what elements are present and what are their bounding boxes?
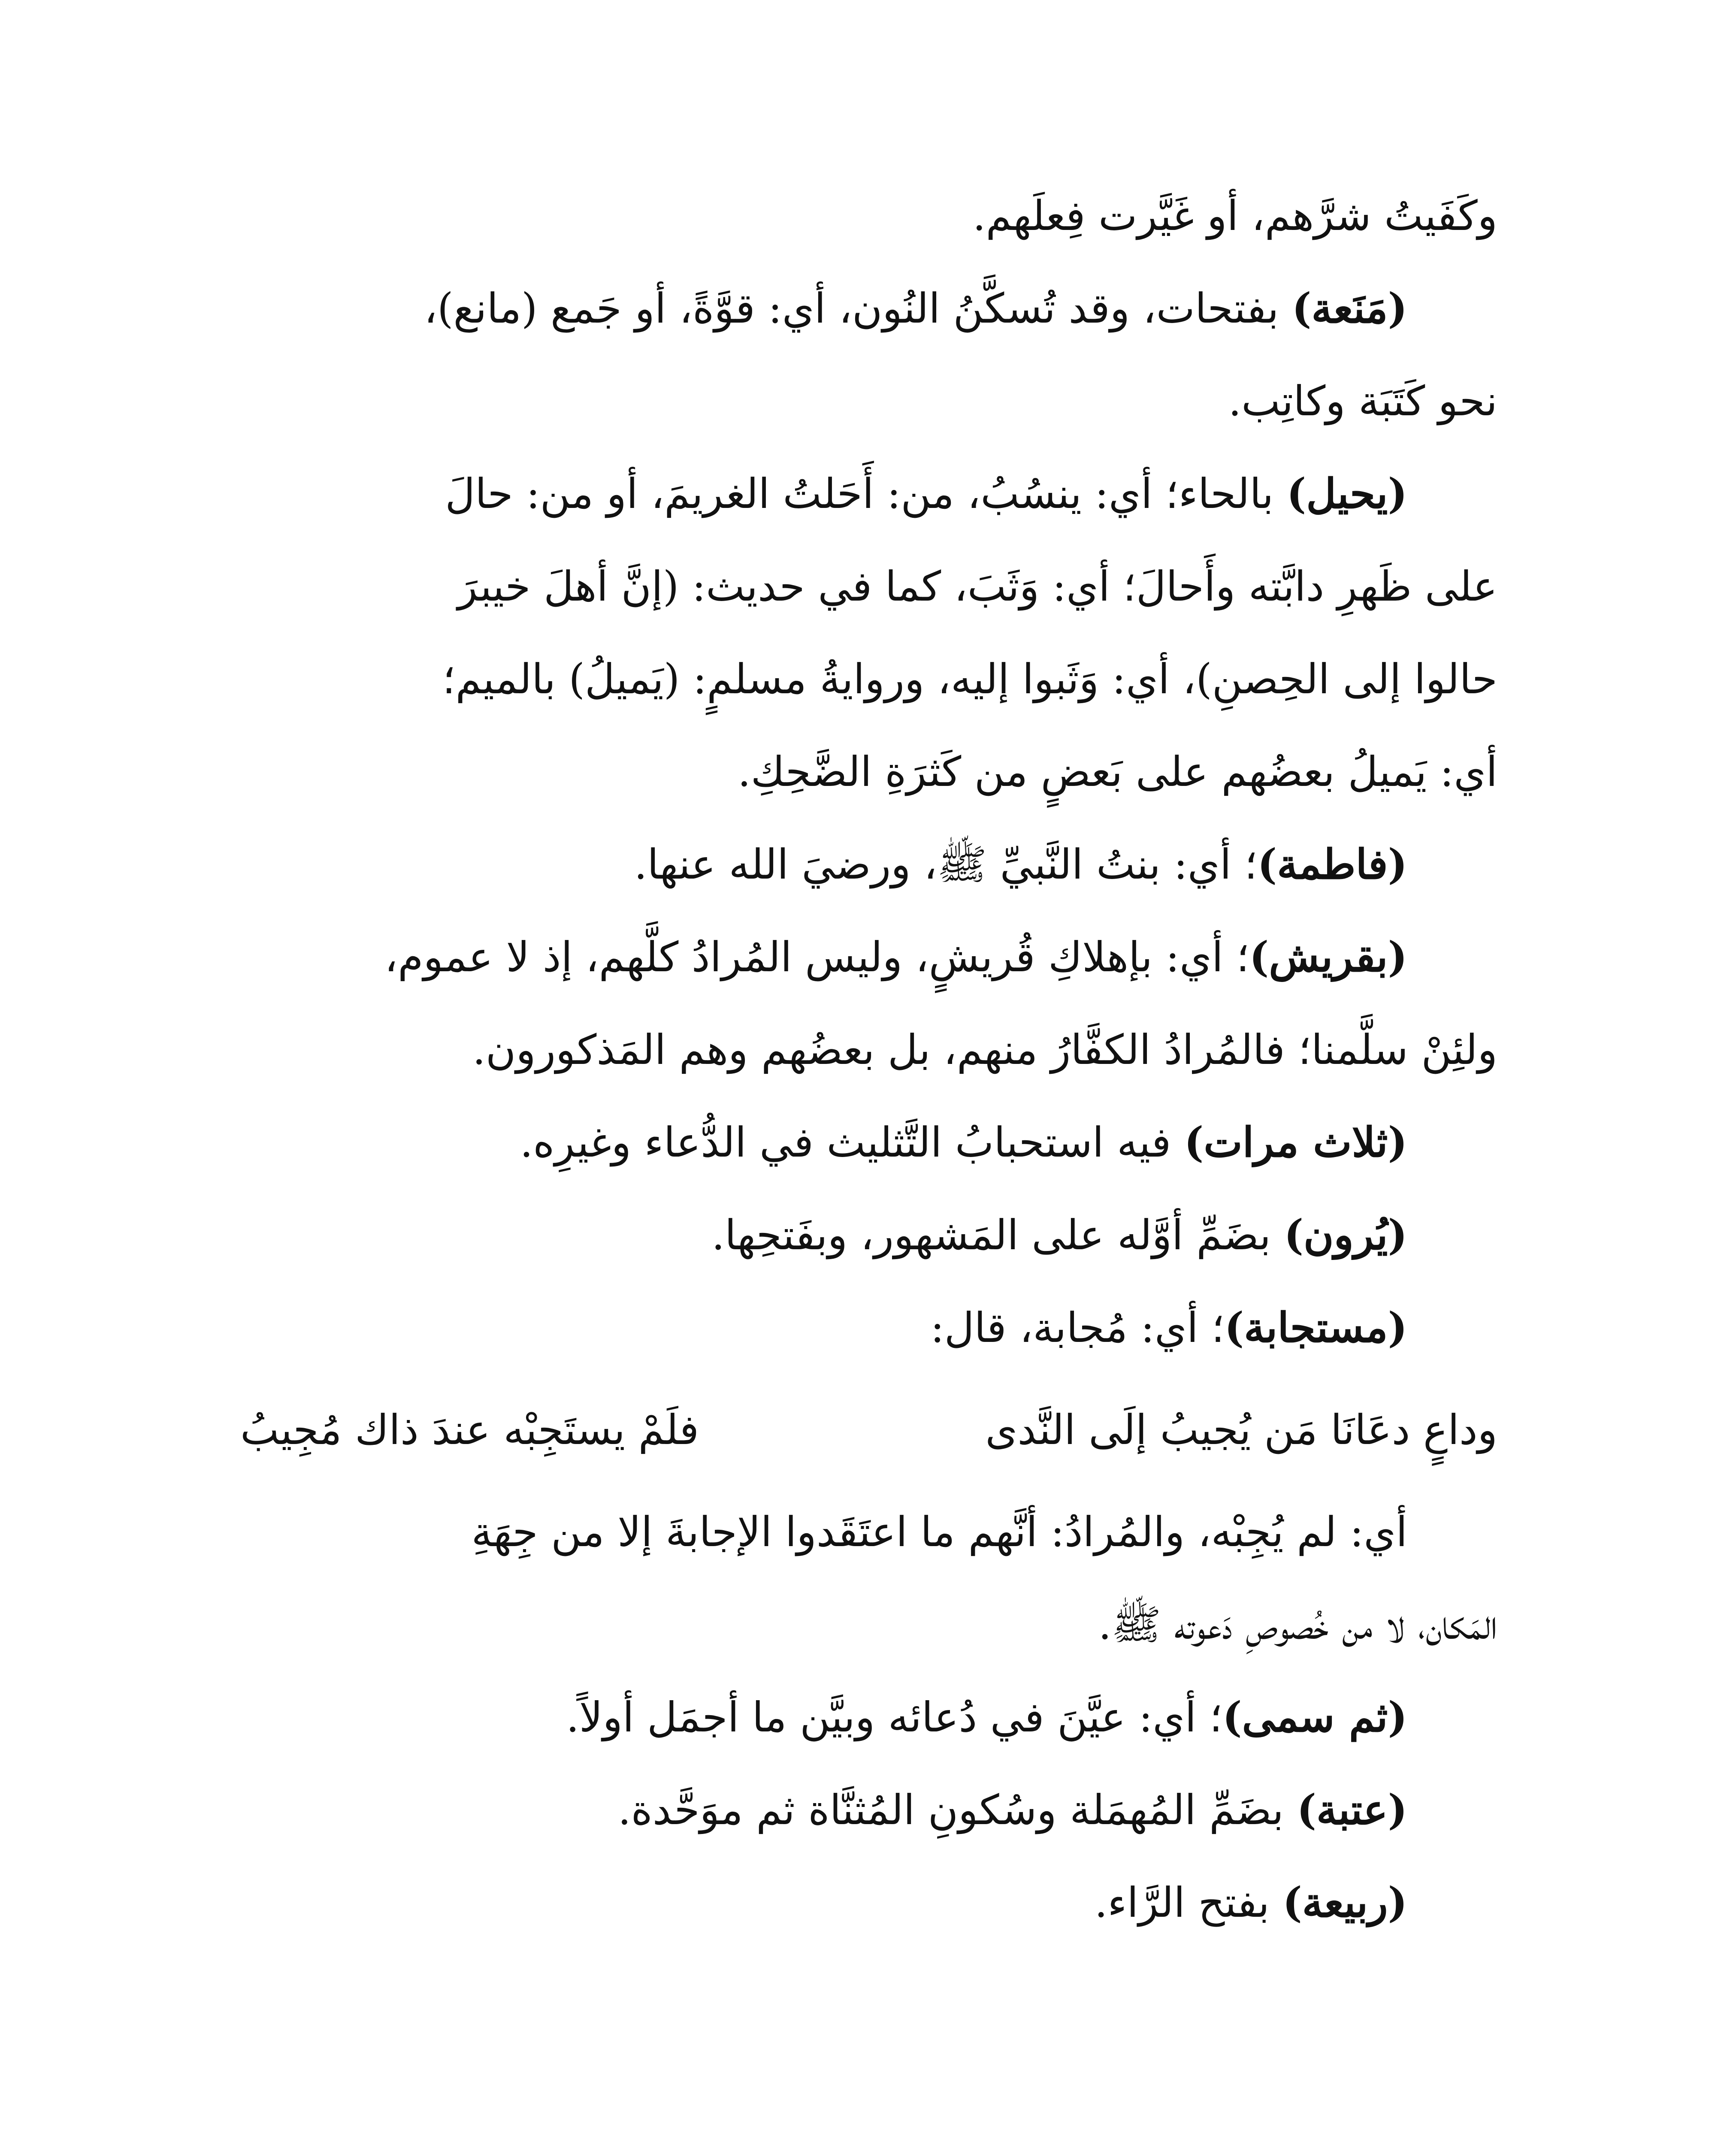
headword: (ثم سمى) [1222,1693,1407,1741]
line-text: المَكان، لا من خُصوصِ دَعوته ﷺ. [1098,1601,1497,1649]
verse-first-hemistich: وداعٍ دعَانَا مَن يُجيبُ إلَى النَّدى [985,1406,1497,1454]
text-line [240,1764,1497,1856]
line-text: ؛ أي: مُجابة، قال: [930,1304,1225,1352]
line-text: حالوا إلى الحِصنِ)، أي: وَثَبوا إليه، وروايةُ مسلمٍ: (يَميلُ) بالميم؛ [442,655,1497,703]
headword: (عتبة) [1297,1785,1407,1834]
text-line [240,1671,1497,1764]
line-text: أي: لم يُجِبْه، والمُرادُ: أنَّهم ما اعتَقَدوا الإجابةَ إلا من جِهَةِ [471,1508,1407,1556]
line-text: بفتح الرَّاء. [1094,1879,1283,1927]
headword: (بقريش) [1249,933,1407,981]
text-line [240,1486,1497,1578]
text-line [240,169,1497,262]
line-text: على ظَهرِ دابَّته وأَحالَ؛ أي: وَثَبَ، كما في حديث: (إنَّ أهلَ خيبرَ [457,562,1497,610]
poetry-verse [240,1374,1497,1486]
headword: (فاطمة) [1257,840,1407,888]
line-text: وكَفَيتُ شرَّهم، أو غَيَّرت فِعلَهم. [972,192,1497,240]
line-text: بفتحات، وقد تُسكَّنُ النُون، أي: قوَّةً، أو جَمع (مانع)، [424,284,1292,332]
line-text: بالحاء؛ أي: ينسُبُ، من: أَحَلتُ الغريمَ، أو من: حالَ [445,470,1287,518]
line-text: أي: يَميلُ بعضُهم على بَعضٍ من كَثرَةِ الضَّحِكِ. [738,748,1497,796]
verse-second-hemistich: فلَمْ يستَجِبْه عندَ ذاك مُجِيبُ [240,1406,699,1454]
text-line [240,818,1497,911]
text-line [240,1189,1497,1281]
headword: (مَنَعة) [1291,284,1407,332]
headword: (يحيل) [1286,469,1407,518]
headword: (ربيعة) [1282,1878,1407,1927]
line-text: فيه استحبابُ التَّثليث في الدُّعاء وغيرِه. [520,1118,1184,1166]
text-line [240,1003,1497,1096]
line-text: بضَمِّ أوَّله على المَشهور، وبفَتحِها. [711,1211,1284,1259]
text-line [240,1578,1497,1671]
line-text: ؛ أي: بإهلاكِ قُريشٍ، وليس المُرادُ كلَّهم، إذ لا عموم، [384,933,1249,981]
text-line [240,540,1497,633]
line-text: بضَمِّ المُهمَلة وسُكونِ المُثنَّاة ثم موَحَّدة. [618,1786,1297,1834]
text-line [240,355,1497,447]
line-text: نحو كَتَبَة وكاتِب. [1228,377,1497,425]
text-line [240,447,1497,540]
headword: (ثلاث مرات) [1184,1118,1407,1166]
text-line [240,1281,1497,1374]
text-line [240,633,1497,725]
line-text: ولئِنْ سلَّمنا؛ فالمُرادُ الكفَّارُ منهم، بل بعضُهم وهم المَذكورون. [472,1026,1497,1074]
headword: (يُرون) [1284,1211,1407,1259]
text-line [240,262,1497,355]
text-line [240,1096,1497,1189]
text-line [240,725,1497,818]
page-body [240,169,1497,1949]
line-text: ؛ أي: بنتُ النَّبيِّ ﷺ، ورضيَ الله عنها. [634,840,1258,888]
headword: (مستجابة) [1224,1303,1407,1352]
line-text: ؛ أي: عيَّنَ في دُعائه وبيَّن ما أجمَل أولاً. [566,1693,1223,1741]
text-line [240,1856,1497,1949]
text-line [240,911,1497,1003]
